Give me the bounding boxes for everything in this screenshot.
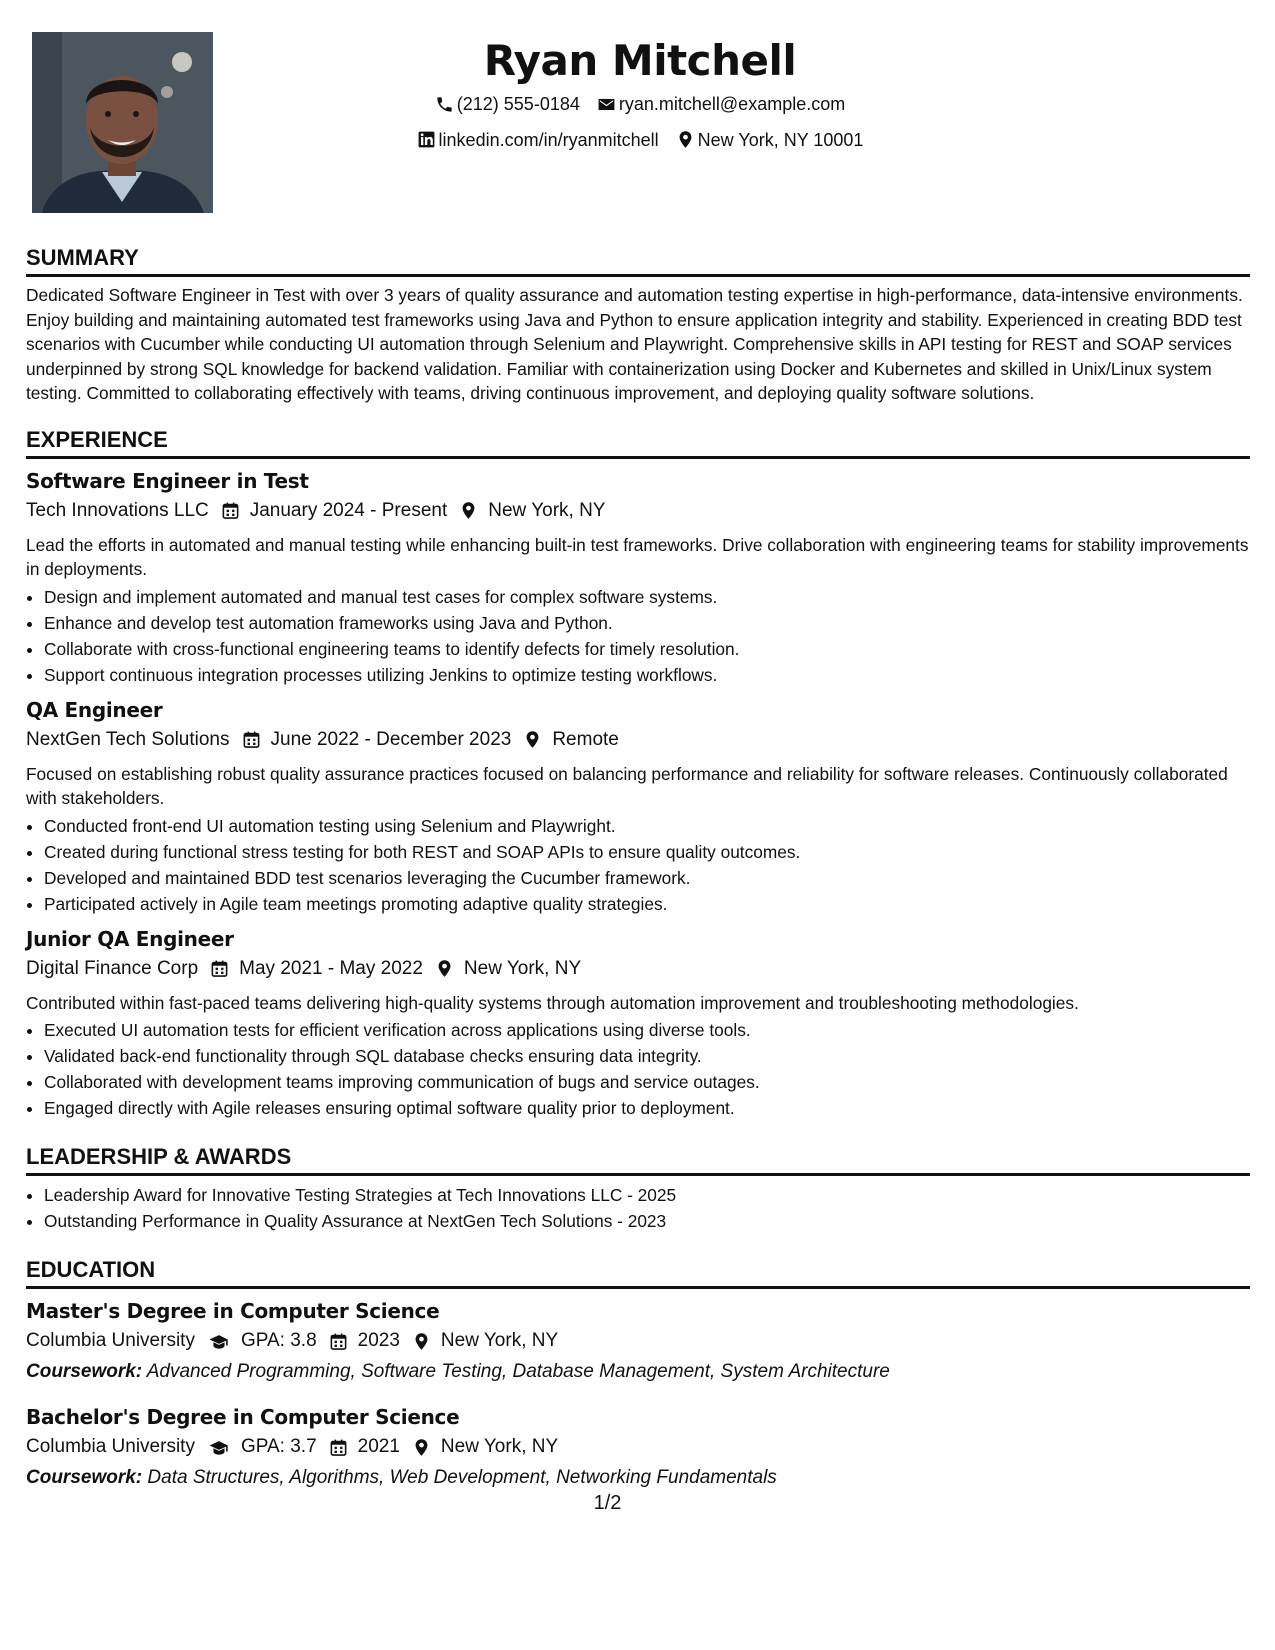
graduation-year: 2023 bbox=[357, 1330, 400, 1351]
list-item: • Support continuous integration processes utilizing Jenkins to optimize testing workflows. bbox=[44, 662, 1250, 688]
contact-phone[interactable] bbox=[435, 88, 580, 120]
coursework bbox=[26, 1463, 1250, 1493]
calendar-icon bbox=[210, 959, 229, 978]
graduation-cap-icon bbox=[207, 1438, 231, 1457]
envelope-icon bbox=[597, 95, 616, 114]
header bbox=[260, 34, 1020, 159]
job-location: Remote bbox=[552, 728, 619, 750]
contact-linkedin[interactable] bbox=[417, 124, 659, 156]
job-company: Tech Innovations LLC bbox=[26, 499, 209, 521]
job-meta bbox=[26, 724, 1250, 756]
page-number: 1/2 bbox=[593, 1492, 622, 1514]
school-name: Columbia University bbox=[26, 1436, 195, 1457]
job-description: Focused on establishing robust quality assurance practices focused on balancing performance and reliability for software releases. Continuously collaborated with stakeholders. bbox=[26, 763, 1228, 808]
section-title-summary: SUMMARY bbox=[26, 244, 1250, 277]
list-item: • Leadership Award for Innovative Testing Strategies at Tech Innovations LLC - 2025 bbox=[44, 1182, 1250, 1208]
job-location: New York, NY bbox=[463, 957, 582, 979]
list-item: • Validated back-end functionality through SQL database checks ensuring data integrity. bbox=[44, 1043, 1250, 1069]
list-item: • Outstanding Performance in Quality Assurance at NextGen Tech Solutions - 2023 bbox=[44, 1208, 1250, 1234]
section-title-experience: EXPERIENCE bbox=[26, 426, 1250, 459]
coursework-label: Coursework: bbox=[26, 1361, 143, 1382]
job-description: Contributed within fast-paced teams delivering high-quality systems through automation improvement and troubleshooting methodologies. bbox=[26, 992, 1079, 1013]
list-item: • Design and implement automated and manual test cases for complex software systems. bbox=[44, 584, 1250, 610]
job-company: NextGen Tech Solutions bbox=[26, 728, 230, 750]
map-pin-icon bbox=[676, 130, 695, 149]
contact-line-2 bbox=[260, 124, 1020, 160]
list-item: • Created during functional stress testing for both REST and SOAP APIs to ensure quality outcomes. bbox=[44, 839, 1250, 865]
school-location: New York, NY bbox=[440, 1436, 559, 1457]
coursework-list: Data Structures, Algorithms, Web Development, Networking Fundamentals bbox=[147, 1467, 777, 1488]
section-title-leadership: LEADERSHIP & AWARDS bbox=[26, 1143, 1250, 1176]
job-bullets bbox=[26, 813, 1250, 917]
email-text: ryan.mitchell@example.com bbox=[618, 94, 846, 114]
job-title: Junior QA Engineer bbox=[26, 926, 234, 951]
phone-icon bbox=[435, 95, 454, 114]
school-name: Columbia University bbox=[26, 1330, 195, 1351]
job-dates: January 2024 - Present bbox=[249, 499, 448, 521]
school-location: New York, NY bbox=[440, 1330, 559, 1351]
coursework-list: Advanced Programming, Software Testing, Database Management, System Architecture bbox=[146, 1361, 890, 1382]
job-bullets bbox=[26, 1017, 1250, 1121]
coursework-label: Coursework: bbox=[26, 1467, 143, 1488]
list-item: • Collaborate with cross-functional engineering teams to identify defects for timely resolution. bbox=[44, 636, 1250, 662]
candidate-name: Ryan Mitchell bbox=[483, 36, 797, 85]
degree-title: Bachelor's Degree in Computer Science bbox=[26, 1405, 460, 1429]
calendar-icon bbox=[329, 1438, 348, 1457]
education-section bbox=[26, 1256, 1250, 1493]
list-item: • Executed UI automation tests for efficient verification across applications using diverse tools. bbox=[44, 1017, 1250, 1043]
job-entry bbox=[26, 467, 1250, 688]
job-description: Lead the efforts in automated and manual testing while enhancing built-in test frameworks. Drive collaboration with engineering teams for stability improvements in deployments. bbox=[26, 534, 1249, 579]
list-item: • Collaborated with development teams improving communication of bugs and service outages. bbox=[44, 1069, 1250, 1095]
job-title: Software Engineer in Test bbox=[26, 468, 309, 493]
profile-photo bbox=[32, 32, 213, 213]
degree-title: Master's Degree in Computer Science bbox=[26, 1299, 440, 1323]
job-entry bbox=[26, 925, 1250, 1122]
calendar-icon bbox=[242, 730, 261, 749]
job-meta bbox=[26, 495, 1250, 527]
list-item: • Enhance and develop test automation frameworks using Java and Python. bbox=[44, 610, 1250, 636]
job-dates: June 2022 - December 2023 bbox=[270, 728, 512, 750]
calendar-icon bbox=[329, 1332, 348, 1351]
contact-location bbox=[676, 124, 864, 156]
section-title-education: EDUCATION bbox=[26, 1256, 1250, 1289]
map-pin-icon bbox=[523, 730, 542, 749]
education-meta bbox=[26, 1325, 1250, 1357]
list-item: • Engaged directly with Agile releases ensuring optimal software quality prior to deployment. bbox=[44, 1095, 1250, 1121]
job-company: Digital Finance Corp bbox=[26, 957, 199, 979]
phone-text: (212) 555-0184 bbox=[456, 94, 580, 114]
list-item: • Participated actively in Agile team meetings promoting adaptive quality strategies. bbox=[44, 891, 1250, 917]
education-meta bbox=[26, 1431, 1250, 1463]
contact-line-1 bbox=[260, 88, 1020, 124]
job-location: New York, NY bbox=[488, 499, 606, 521]
job-dates: May 2021 - May 2022 bbox=[239, 957, 423, 979]
job-bullets bbox=[26, 584, 1250, 688]
linkedin-text: linkedin.com/in/ryanmitchell bbox=[438, 129, 659, 150]
graduation-year: 2021 bbox=[357, 1436, 400, 1457]
location-text: New York, NY 10001 bbox=[697, 129, 864, 150]
summary-text: Dedicated Software Engineer in Test with over 3 years of quality assurance and automation testing expertise in high-performance, data-intensive environments. Enjoy building and maintaining automated test frameworks using Java and Python to ensure application integrity and stability. Experienced in creating BDD test scenarios with Cucumber while conducting UI automation through Selenium and Playwright. Comprehensive skills in API testing for REST and SOAP services underpinned by strong SQL knowledge for backend validation. Familiar with containerization using Docker and Kubernetes and skilled in Unix/Linux system testing. Committed to collaborating effectively with teams, driving continuous improvement, and deploying quality software solutions. bbox=[26, 285, 1243, 403]
coursework bbox=[26, 1357, 1250, 1387]
map-pin-icon bbox=[412, 1332, 431, 1351]
map-pin-icon bbox=[435, 959, 454, 978]
calendar-icon bbox=[221, 501, 240, 520]
graduation-cap-icon bbox=[207, 1332, 231, 1351]
education-entry bbox=[26, 1403, 1250, 1493]
linkedin-icon bbox=[417, 130, 436, 149]
job-meta bbox=[26, 953, 1250, 985]
education-entry bbox=[26, 1297, 1250, 1387]
leadership-section bbox=[26, 1143, 1250, 1234]
experience-section bbox=[26, 426, 1250, 1122]
summary-section bbox=[26, 244, 1250, 406]
list-item: • Developed and maintained BDD test scenarios leveraging the Cucumber framework. bbox=[44, 865, 1250, 891]
job-title: QA Engineer bbox=[26, 697, 163, 722]
gpa-text: GPA: 3.8 bbox=[240, 1330, 317, 1351]
map-pin-icon bbox=[459, 501, 478, 520]
awards-list bbox=[26, 1182, 1250, 1234]
resume-content bbox=[26, 244, 1250, 1493]
gpa-text: GPA: 3.7 bbox=[240, 1436, 317, 1457]
list-item: • Conducted front-end UI automation testing using Selenium and Playwright. bbox=[44, 813, 1250, 839]
contact-email[interactable] bbox=[597, 88, 845, 120]
job-entry bbox=[26, 696, 1250, 917]
map-pin-icon bbox=[412, 1438, 431, 1457]
